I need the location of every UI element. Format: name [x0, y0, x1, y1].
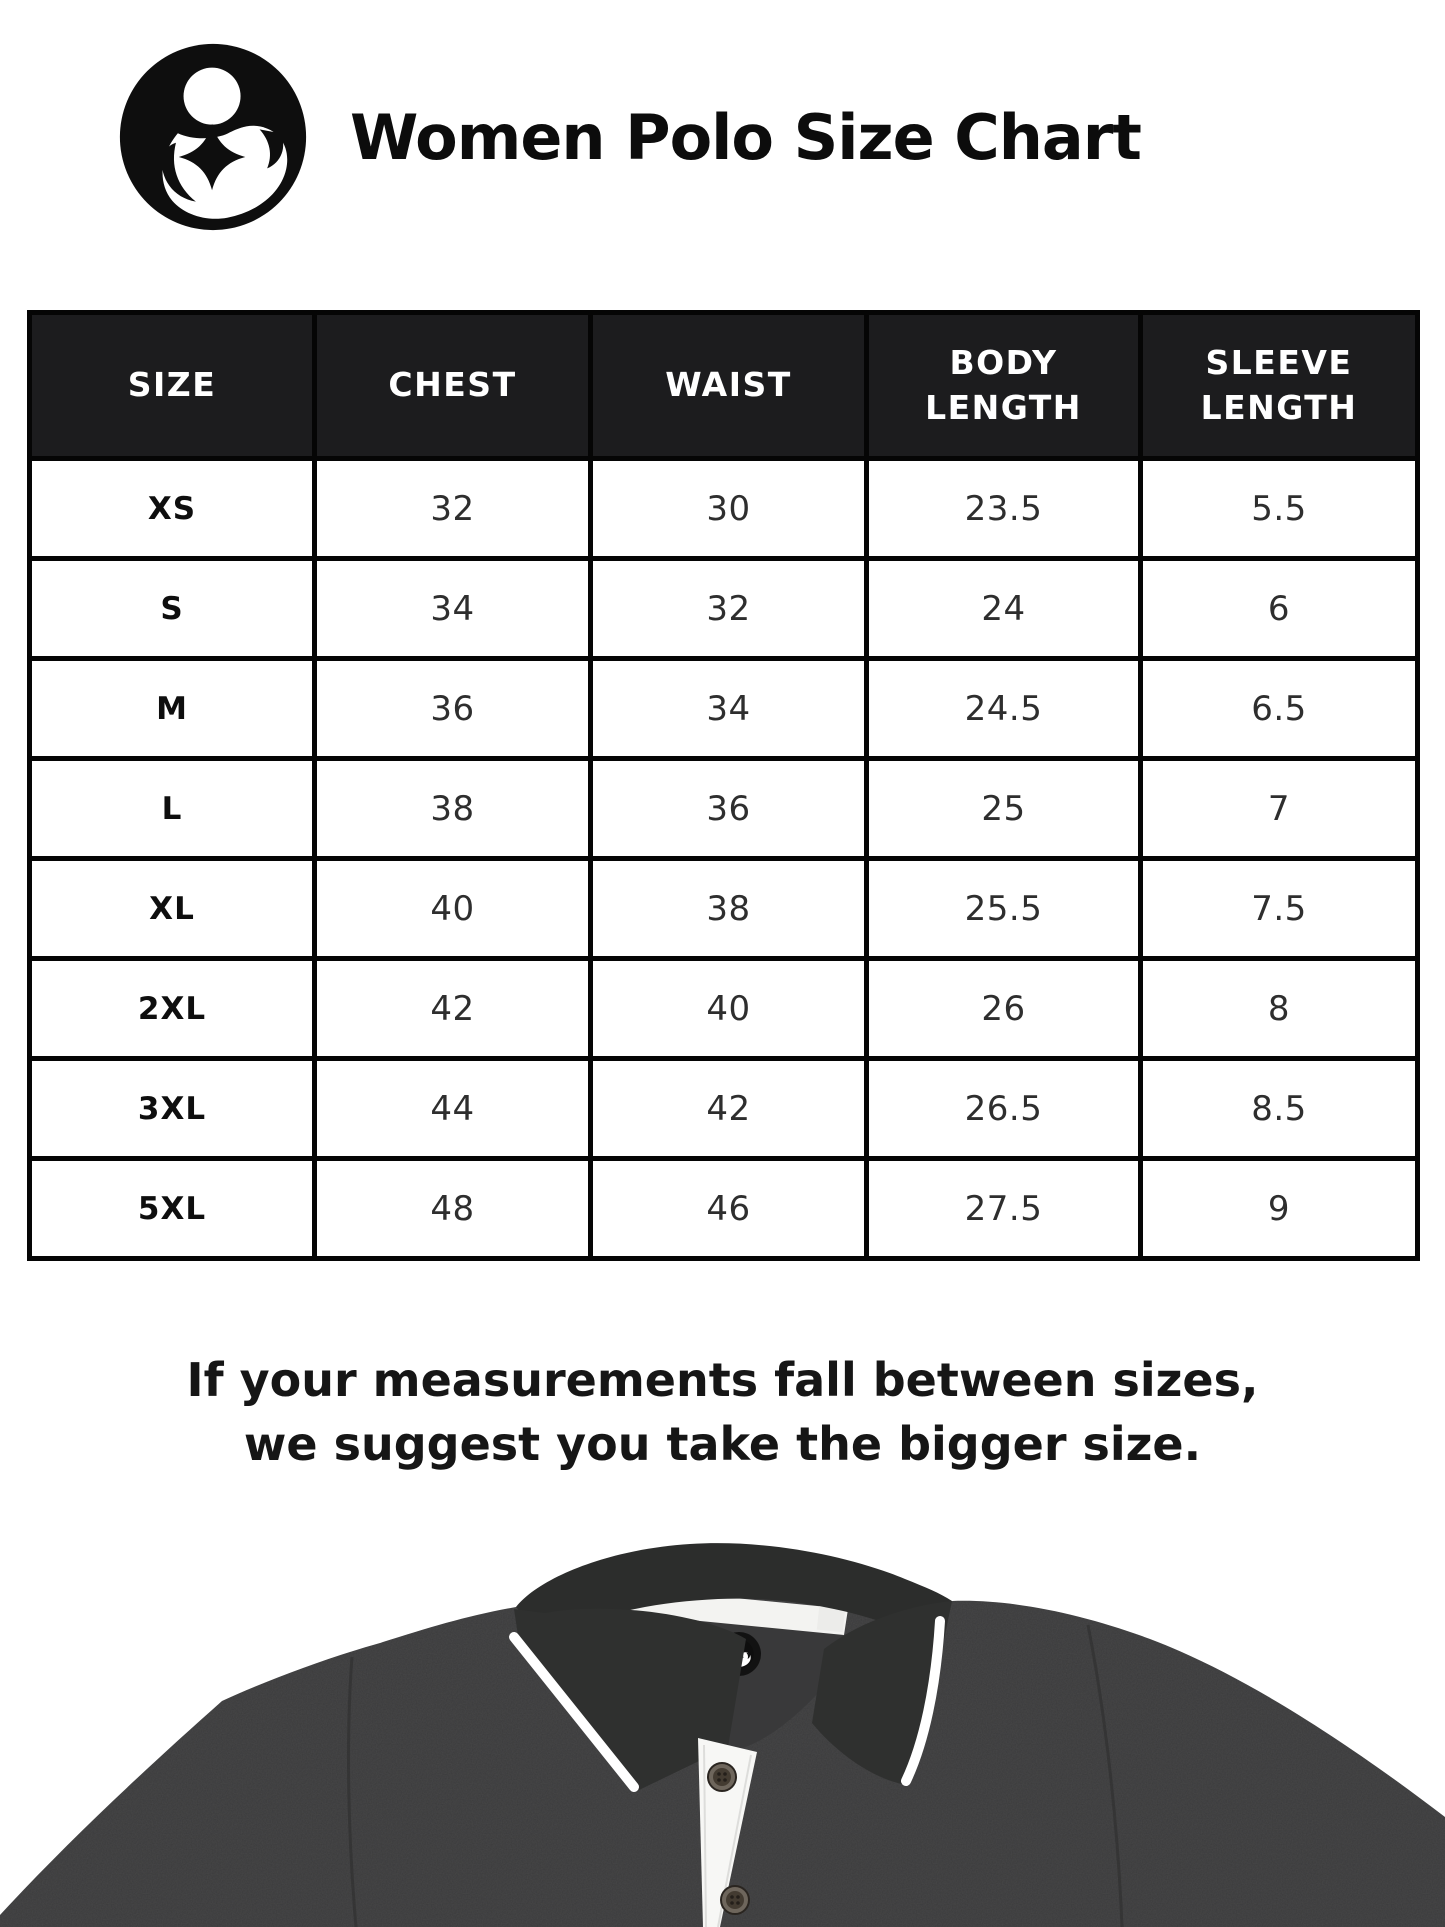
body-length-cell: 25.5 [867, 859, 1141, 959]
size-cell: 2XL [30, 959, 315, 1059]
waist-cell: 30 [591, 459, 867, 559]
note-line-2: we suggest you take the bigger size. [243, 1417, 1202, 1472]
size-cell: S [30, 559, 315, 659]
size-cell: 3XL [30, 1059, 315, 1159]
sleeve-length-cell: 8 [1141, 959, 1418, 1059]
body-length-cell: 24.5 [867, 659, 1141, 759]
chest-cell: 42 [315, 959, 591, 1059]
waist-cell: 46 [591, 1159, 867, 1259]
waist-cell: 36 [591, 759, 867, 859]
chest-cell: 34 [315, 559, 591, 659]
size-cell: 5XL [30, 1159, 315, 1259]
waist-cell: 38 [591, 859, 867, 959]
brand-logo-icon [118, 42, 308, 232]
polo-button-top [708, 1763, 736, 1791]
table-row [30, 559, 1418, 659]
size-cell: M [30, 659, 315, 759]
waist-cell: 32 [591, 559, 867, 659]
polo-button-bottom [721, 1886, 749, 1914]
waist-cell: 34 [591, 659, 867, 759]
waist-cell: 42 [591, 1059, 867, 1159]
sleeve-length-cell: 7 [1141, 759, 1418, 859]
body-length-cell: 25 [867, 759, 1141, 859]
column-header-size: SIZE [30, 313, 315, 459]
chest-cell: 48 [315, 1159, 591, 1259]
header-row [30, 313, 1418, 459]
sizing-note [0, 1348, 1445, 1477]
table-row [30, 859, 1418, 959]
sleeve-length-cell: 6 [1141, 559, 1418, 659]
body-length-cell: 27.5 [867, 1159, 1141, 1259]
page-title: Women Polo Size Chart [350, 100, 1141, 174]
size-cell: L [30, 759, 315, 859]
size-cell: XS [30, 459, 315, 559]
chest-cell: 36 [315, 659, 591, 759]
size-chart-table [27, 310, 1420, 1261]
column-header-sleeve-length: SLEEVE LENGTH [1141, 313, 1418, 459]
chest-cell: 38 [315, 759, 591, 859]
body-length-cell: 26.5 [867, 1059, 1141, 1159]
body-length-cell: 23.5 [867, 459, 1141, 559]
column-header-body-length: BODY LENGTH [867, 313, 1141, 459]
chest-cell: 44 [315, 1059, 591, 1159]
table-row [30, 759, 1418, 859]
table-row [30, 459, 1418, 559]
sleeve-length-cell: 5.5 [1141, 459, 1418, 559]
sleeve-length-cell: 8.5 [1141, 1059, 1418, 1159]
chest-cell: 32 [315, 459, 591, 559]
size-chart [27, 310, 1420, 1261]
brand-header [118, 42, 1141, 232]
waist-cell: 40 [591, 959, 867, 1059]
polo-shirt-image [0, 1517, 1445, 1927]
column-header-chest: CHEST [315, 313, 591, 459]
size-cell: XL [30, 859, 315, 959]
body-length-cell: 24 [867, 559, 1141, 659]
sleeve-length-cell: 7.5 [1141, 859, 1418, 959]
column-header-waist: WAIST [591, 313, 867, 459]
table-row [30, 1059, 1418, 1159]
table-row [30, 959, 1418, 1059]
body-length-cell: 26 [867, 959, 1141, 1059]
chest-cell: 40 [315, 859, 591, 959]
sleeve-length-cell: 9 [1141, 1159, 1418, 1259]
table-row [30, 1159, 1418, 1259]
table-row [30, 659, 1418, 759]
sleeve-length-cell: 6.5 [1141, 659, 1418, 759]
note-line-1: If your measurements fall between sizes, [186, 1353, 1259, 1407]
